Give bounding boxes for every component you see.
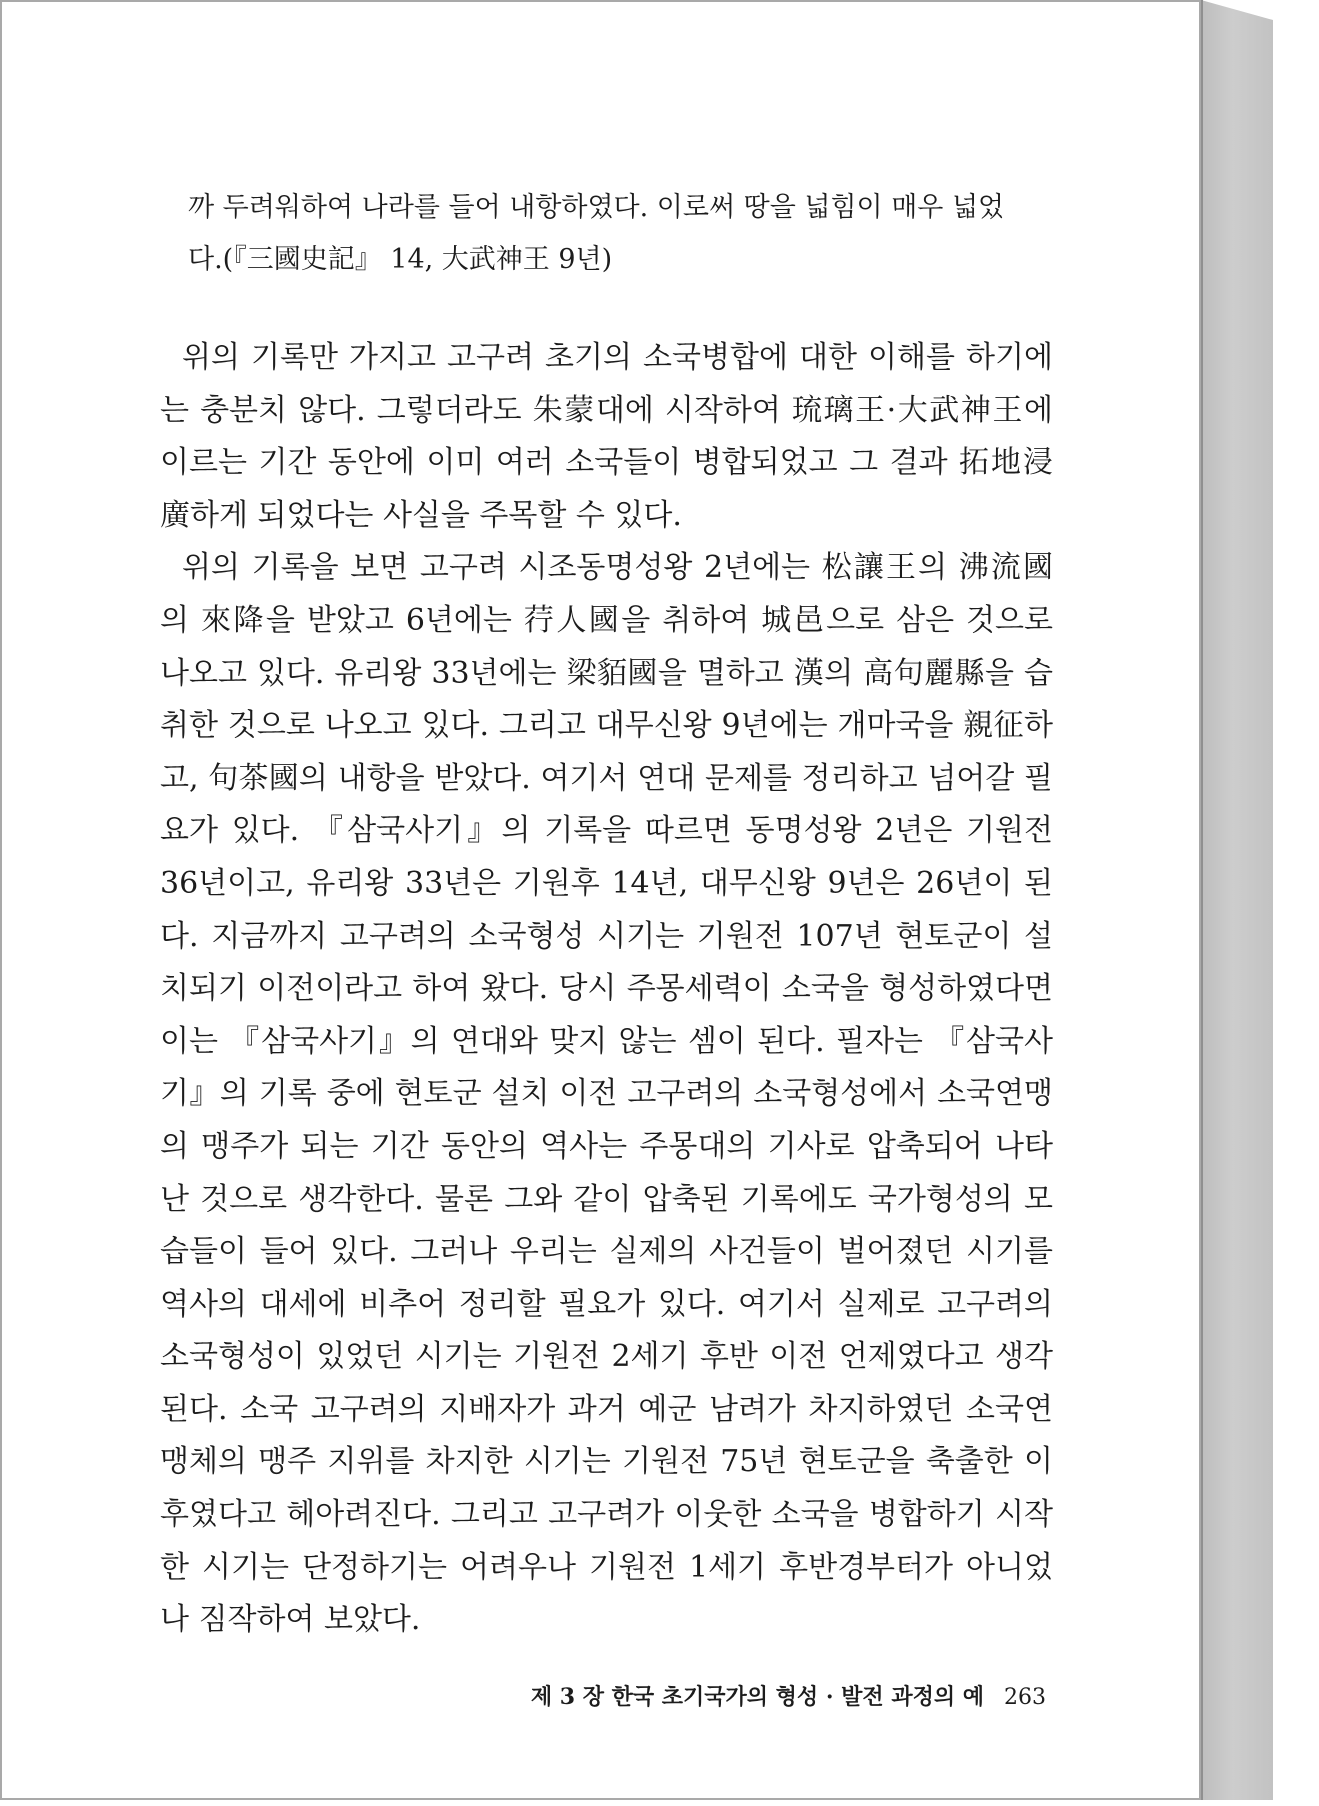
book-spine	[1201, 0, 1273, 1800]
chapter-title: 제 3 장 한국 초기국가의 형성 · 발전 과정의 예	[530, 1684, 984, 1710]
quote-line-1: 까 두려워하여 나라를 들어 내항하였다. 이로써 땅을 넓힘이 매우 넓었	[188, 192, 1005, 223]
paragraph-1: 위의 기록만 가지고 고구려 초기의 소국병합에 대한 이해를 하기에는 충분치 않다. 그렇더라도 朱蒙대에 시작하여 琉璃王·大武神王에 이르는 기간 동안에 이미 여러 소국들이 병합되었고 그 결과 拓地浸廣하게 되었다는 사실을 주목할 수 있다.	[160, 340, 1053, 533]
page-number: 263	[1004, 1685, 1046, 1710]
page-edge	[1201, 0, 1203, 1800]
footer-line	[480, 1680, 1046, 1711]
quote-line-2: 다.(『三國史記』 14, 大武神王 9년)	[188, 244, 613, 275]
paragraph-2: 위의 기록을 보면 고구려 시조동명성왕 2년에는 松讓王의 沸流國의 來降을 받았고 6년에는 荇人國을 취하여 城邑으로 삼은 것으로 나오고 있다. 유리왕 33년에는 梁貊國을 멸하고 漢의 高句麗縣을 습취한 것으로 나오고 있다. 그리고 대무신왕 9년에는 개마국을 親征하고, 句茶國의 내항을 받았다. 여기서 연대 문제를 정리하고 넘어갈 필요가 있다. 『삼국사기』의 기록을 따르면 동명성왕 2년은 기원전 36년이고, 유리왕 33년은 기원후 14년, 대무신왕 9년은 26년이 된다. 지금까지 고구려의 소국형성 시기는 기원전 107년 현토군이 설치되기 이전이라고 하여 왔다. 당시 주몽세력이 소국을 형성하였다면 이는 『삼국사기』의 연대와 맞지 않는 셈이 된다. 필자는 『삼국사기』의 기록 중에 현토군 설치 이전 고구려의 소국형성에서 소국연맹의 맹주가 되는 기간 동안의 역사는 주몽대의 기사로 압축되어 나타난 것으로 생각한다. 물론 그와 같이 압축된 기록에도 국가형성의 모습들이 들어 있다. 그러나 우리는 실제의 사건들이 벌어졌던 시기를 역사의 대세에 비추어 정리할 필요가 있다. 여기서 실제로 고구려의 소국형성이 있었던 시기는 기원전 2세기 후반 이전 언제였다고 생각된다. 소국 고구려의 지배자가 과거 예군 남려가 차지하였던 소국연맹체의 맹주 지위를 차지한 시기는 기원전 75년 현토군을 축출한 이후였다고 헤아려진다. 그리고 고구려가 이웃한 소국을 병합하기 시작한 시기는 단정하기는 어려우나 기원전 1세기 후반경부터가 아니었나 짐작하여 보았다.	[160, 550, 1053, 1638]
body-text	[160, 332, 1053, 1647]
